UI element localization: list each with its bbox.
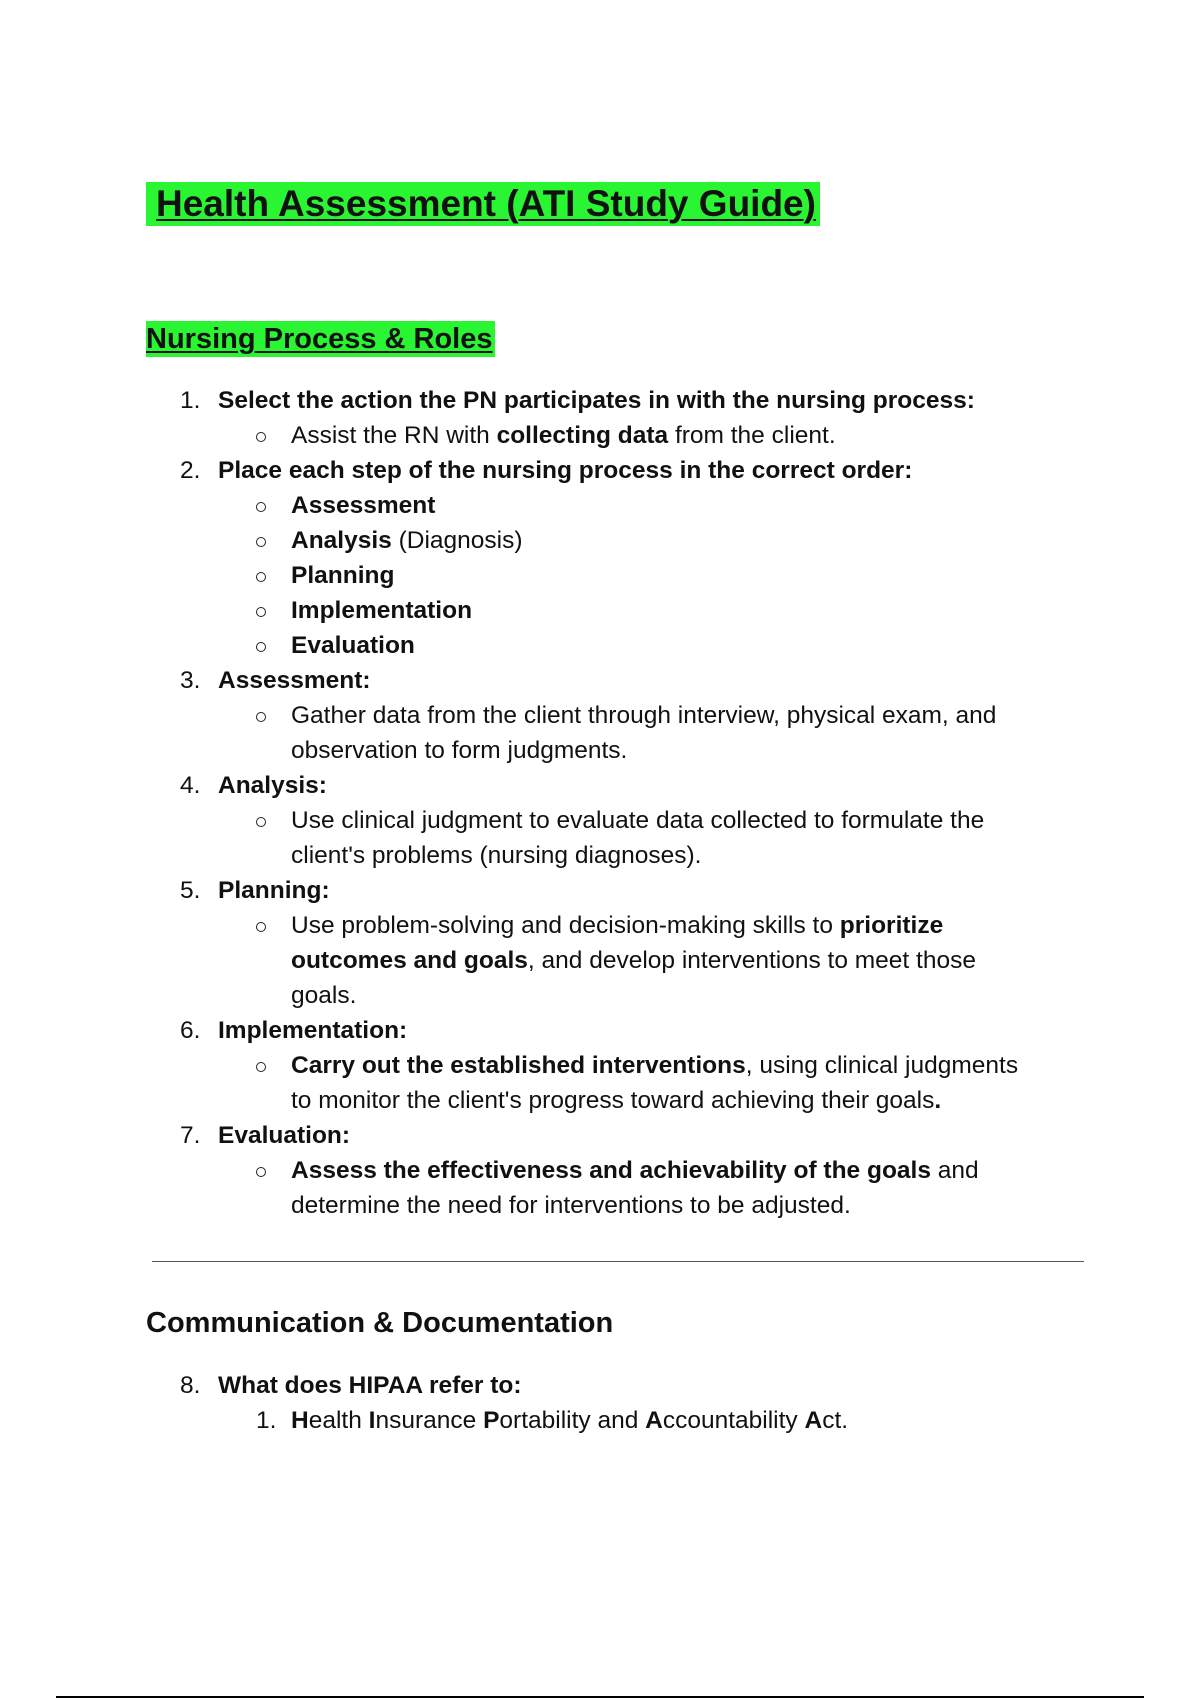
list-subitem-continued [0, 978, 1200, 1013]
hollow-circle-bullet-icon [256, 1167, 266, 1177]
hollow-circle-bullet-icon [256, 922, 266, 932]
list-item [0, 768, 1200, 803]
list-subitem [0, 908, 1200, 943]
hollow-circle-bullet-icon [256, 712, 266, 722]
item-question: Implementation: [218, 1017, 408, 1044]
item-answer: client's problems (nursing diagnoses). [291, 842, 702, 869]
list-subitem-continued [0, 1188, 1200, 1223]
item-question: Assessment: [218, 667, 371, 694]
item-number: 6. [180, 1017, 201, 1044]
hollow-circle-bullet-icon [256, 642, 266, 652]
list-subitem [0, 1048, 1200, 1083]
hollow-circle-bullet-icon [256, 1062, 266, 1072]
item-question: Evaluation: [218, 1122, 351, 1149]
section-heading-nursing-process: Nursing Process & Roles [146, 323, 493, 355]
list-subitem [0, 418, 1200, 453]
item-number: 4. [180, 772, 201, 799]
document-title: Health Assessment (ATI Study Guide) [146, 182, 820, 226]
list-subitem-continued [0, 733, 1200, 768]
process-step: Planning [291, 562, 395, 589]
communication-list [0, 1368, 1200, 1438]
hollow-circle-bullet-icon [256, 572, 266, 582]
item-question: What does HIPAA refer to: [218, 1372, 522, 1399]
list-subitem-continued [0, 1083, 1200, 1118]
list-subitem [0, 523, 1200, 558]
list-subitem [0, 593, 1200, 628]
list-subitem [0, 698, 1200, 733]
list-item [0, 1118, 1200, 1153]
list-item [0, 1013, 1200, 1048]
item-answer: Health Insurance Portability and Accountability Act. [291, 1407, 849, 1434]
item-number: 5. [180, 877, 201, 904]
item-answer: Use clinical judgment to evaluate data collected to formulate the [291, 807, 985, 834]
item-answer: Carry out the established interventions, using clinical judgments [291, 1052, 1019, 1079]
process-step: Analysis (Diagnosis) [291, 527, 523, 554]
item-number: 2. [180, 457, 201, 484]
list-subitem [0, 803, 1200, 838]
page-bottom-rule [56, 1696, 1144, 1698]
list-item [0, 383, 1200, 418]
item-question: Analysis: [218, 772, 327, 799]
hollow-circle-bullet-icon [256, 817, 266, 827]
list-item [0, 453, 1200, 488]
item-answer: goals. [291, 982, 357, 1009]
list-item [0, 873, 1200, 908]
list-subitem [0, 1153, 1200, 1188]
item-answer: Use problem-solving and decision-making skills to prioritize [291, 912, 944, 939]
item-answer: Assist the RN with collecting data from the client. [291, 422, 836, 449]
hollow-circle-bullet-icon [256, 607, 266, 617]
process-step: Evaluation [291, 632, 415, 659]
section-heading-communication: Communication & Documentation [146, 1307, 614, 1339]
item-answer: Gather data from the client through interview, physical exam, and [291, 702, 997, 729]
list-subitem-continued [0, 943, 1200, 978]
item-answer: determine the need for interventions to be adjusted. [291, 1192, 851, 1219]
item-answer: outcomes and goals, and develop interventions to meet those [291, 947, 976, 974]
item-answer: to monitor the client's progress toward achieving their goals. [291, 1087, 942, 1114]
item-answer: Assess the effectiveness and achievability of the goals and [291, 1157, 979, 1184]
list-subitem [0, 628, 1200, 663]
item-answer: observation to form judgments. [291, 737, 628, 764]
hollow-circle-bullet-icon [256, 537, 266, 547]
item-number: 3. [180, 667, 201, 694]
item-question: Select the action the PN participates in with the nursing process: [218, 387, 975, 414]
list-subitem-continued [0, 838, 1200, 873]
process-step: Assessment [291, 492, 436, 519]
list-item [0, 663, 1200, 698]
list-subitem [0, 558, 1200, 593]
item-number: 8. [180, 1372, 201, 1399]
horizontal-divider [152, 1261, 1084, 1262]
process-step: Implementation [291, 597, 473, 624]
item-question: Planning: [218, 877, 330, 904]
item-number: 1. [180, 387, 201, 414]
item-number: 7. [180, 1122, 201, 1149]
item-question: Place each step of the nursing process in the correct order: [218, 457, 913, 484]
hollow-circle-bullet-icon [256, 502, 266, 512]
list-item [0, 1368, 1200, 1403]
list-subitem [0, 1403, 1200, 1438]
hollow-circle-bullet-icon [256, 432, 266, 442]
nursing-process-list [0, 383, 1200, 1223]
list-subitem [0, 488, 1200, 523]
sub-item-number: 1. [256, 1407, 277, 1434]
